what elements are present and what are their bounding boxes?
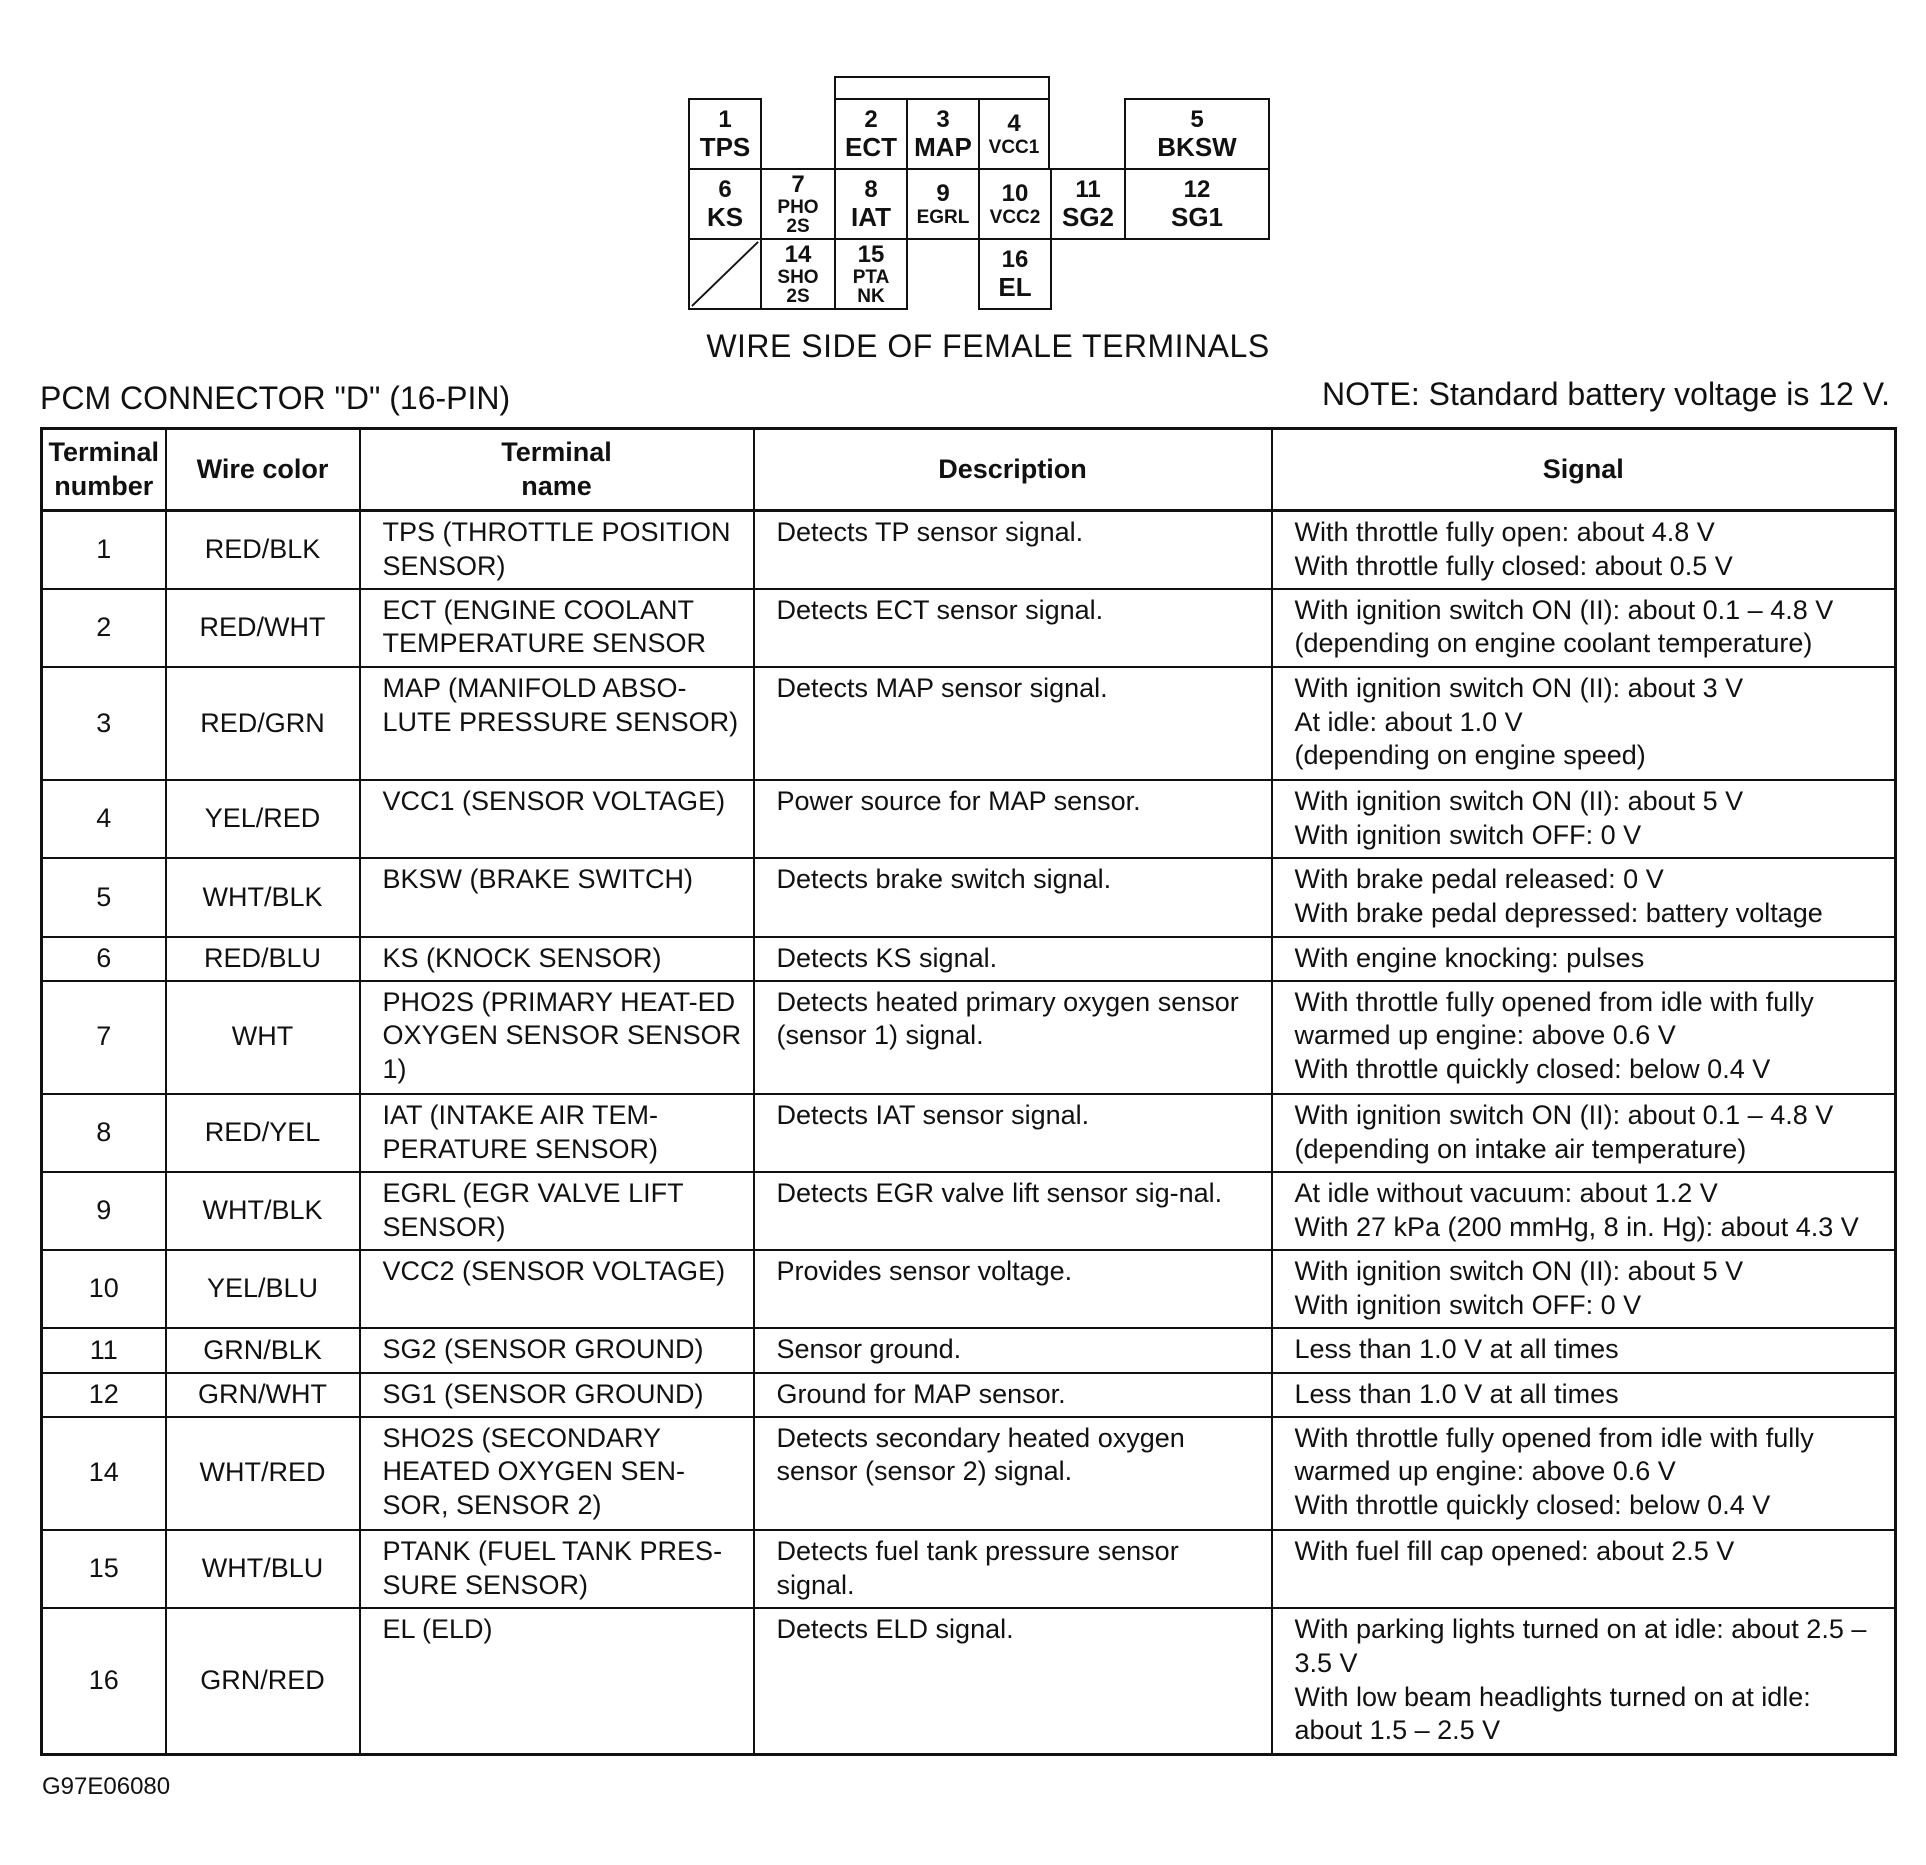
pin-label: VCC2 bbox=[989, 206, 1041, 228]
pin-13-blank bbox=[688, 238, 762, 310]
cell-wire-color: GRN/WHT bbox=[166, 1373, 360, 1417]
pin-6 bbox=[688, 168, 762, 240]
cell-wire-color: WHT/BLU bbox=[166, 1530, 360, 1608]
cell-terminal-name: KS (KNOCK SENSOR) bbox=[360, 937, 754, 981]
cell-terminal-name: PHO2S (PRIMARY HEAT-ED OXYGEN SENSOR SENSOR 1) bbox=[360, 981, 754, 1094]
table-row bbox=[42, 1417, 1896, 1530]
cell-description: Provides sensor voltage. bbox=[754, 1250, 1272, 1328]
cell-signal: Less than 1.0 V at all times bbox=[1272, 1373, 1896, 1417]
pin-label: SG1 bbox=[1170, 201, 1224, 232]
pin-3 bbox=[906, 98, 980, 170]
table-row bbox=[42, 667, 1896, 780]
cell-description: Detects fuel tank pressure sensor signal. bbox=[754, 1530, 1272, 1608]
pin-label: SHO 2S bbox=[777, 267, 819, 308]
cell-terminal-number: 10 bbox=[42, 1250, 166, 1328]
header-description: Description bbox=[754, 429, 1272, 511]
table-row bbox=[42, 1250, 1896, 1328]
pin-11 bbox=[1050, 168, 1126, 240]
table-body bbox=[42, 511, 1896, 1755]
cell-terminal-number: 6 bbox=[42, 937, 166, 981]
cell-terminal-name: IAT (INTAKE AIR TEM-PERATURE SENSOR) bbox=[360, 1094, 754, 1172]
pin-number: 3 bbox=[936, 105, 950, 133]
cell-terminal-name: ECT (ENGINE COOLANT TEMPERATURE SENSOR bbox=[360, 589, 754, 667]
terminal-table bbox=[40, 427, 1897, 1756]
cell-signal: With engine knocking: pulses bbox=[1272, 937, 1896, 981]
pin-number: 12 bbox=[1183, 175, 1211, 203]
cell-terminal-name: SG1 (SENSOR GROUND) bbox=[360, 1373, 754, 1417]
pin-label: PTA NK bbox=[852, 267, 890, 308]
cell-description: Detects ECT sensor signal. bbox=[754, 589, 1272, 667]
cell-description: Detects TP sensor signal. bbox=[754, 511, 1272, 589]
table-row bbox=[42, 981, 1896, 1094]
cell-terminal-number: 5 bbox=[42, 858, 166, 936]
cell-wire-color: GRN/BLK bbox=[166, 1328, 360, 1372]
blank-slash-mark bbox=[690, 240, 760, 308]
header-terminal-name: Terminal name bbox=[360, 429, 754, 511]
pin-number: 14 bbox=[784, 240, 812, 268]
pin-7 bbox=[760, 168, 836, 240]
cell-wire-color: RED/BLU bbox=[166, 937, 360, 981]
cell-terminal-name: VCC1 (SENSOR VOLTAGE) bbox=[360, 780, 754, 858]
cell-signal: With ignition switch ON (II): about 5 V With ignition switch OFF: 0 V bbox=[1272, 780, 1896, 858]
cell-terminal-number: 1 bbox=[42, 511, 166, 589]
cell-terminal-number: 8 bbox=[42, 1094, 166, 1172]
pin-number: 1 bbox=[718, 105, 732, 133]
cell-description: Detects heated primary oxygen sensor (sensor 1) signal. bbox=[754, 981, 1272, 1094]
connector-lock-tab bbox=[834, 76, 1050, 98]
pin-number: 2 bbox=[864, 105, 878, 133]
cell-signal: With ignition switch ON (II): about 3 V At idle: about 1.0 V (depending on engine speed) bbox=[1272, 667, 1896, 780]
pin-number: 4 bbox=[1007, 110, 1021, 138]
cell-terminal-name: MAP (MANIFOLD ABSO-LUTE PRESSURE SENSOR) bbox=[360, 667, 754, 780]
pin-16 bbox=[978, 238, 1052, 310]
cell-signal: At idle without vacuum: about 1.2 V With 27 kPa (200 mmHg, 8 in. Hg): about 4.3 V bbox=[1272, 1172, 1896, 1250]
cell-wire-color: WHT/RED bbox=[166, 1417, 360, 1530]
cell-terminal-number: 16 bbox=[42, 1608, 166, 1754]
table-row bbox=[42, 1608, 1896, 1754]
cell-description: Ground for MAP sensor. bbox=[754, 1373, 1272, 1417]
cell-signal: With ignition switch ON (II): about 0.1 – 4.8 V (depending on intake air temperature) bbox=[1272, 1094, 1896, 1172]
pin-12 bbox=[1124, 168, 1270, 240]
pin-label: SG2 bbox=[1061, 201, 1115, 232]
table-row bbox=[42, 511, 1896, 589]
cell-terminal-number: 14 bbox=[42, 1417, 166, 1530]
pin-number: 7 bbox=[791, 170, 805, 198]
cell-terminal-name: EL (ELD) bbox=[360, 1608, 754, 1754]
cell-description: Sensor ground. bbox=[754, 1328, 1272, 1372]
wire-side-caption: WIRE SIDE OF FEMALE TERMINALS bbox=[706, 328, 1270, 364]
cell-wire-color: YEL/BLU bbox=[166, 1250, 360, 1328]
cell-wire-color: WHT/BLK bbox=[166, 1172, 360, 1250]
cell-wire-color: RED/GRN bbox=[166, 667, 360, 780]
cell-description: Detects EGR valve lift sensor sig-nal. bbox=[754, 1172, 1272, 1250]
cell-terminal-name: SG2 (SENSOR GROUND) bbox=[360, 1328, 754, 1372]
pin-15 bbox=[834, 238, 908, 310]
cell-terminal-number: 9 bbox=[42, 1172, 166, 1250]
pin-10 bbox=[978, 168, 1052, 240]
cell-description: Detects MAP sensor signal. bbox=[754, 667, 1272, 780]
cell-signal: With parking lights turned on at idle: about 2.5 – 3.5 V With low beam headlights turned on at idle: about 1.5 – 2.5 V bbox=[1272, 1608, 1896, 1754]
cell-description: Detects brake switch signal. bbox=[754, 858, 1272, 936]
pin-number: 5 bbox=[1190, 105, 1204, 133]
cell-signal: With fuel fill cap opened: about 2.5 V bbox=[1272, 1530, 1896, 1608]
cell-signal: Less than 1.0 V at all times bbox=[1272, 1328, 1896, 1372]
table-header-row bbox=[42, 429, 1896, 511]
cell-wire-color: RED/WHT bbox=[166, 589, 360, 667]
cell-terminal-name: EGRL (EGR VALVE LIFT SENSOR) bbox=[360, 1172, 754, 1250]
cell-signal: With throttle fully opened from idle with fully warmed up engine: above 0.6 V With throttle quickly closed: below 0.4 V bbox=[1272, 981, 1896, 1094]
pin-number: 9 bbox=[936, 180, 950, 208]
cell-terminal-number: 4 bbox=[42, 780, 166, 858]
cell-description: Detects IAT sensor signal. bbox=[754, 1094, 1272, 1172]
cell-description: Detects KS signal. bbox=[754, 937, 1272, 981]
cell-wire-color: WHT bbox=[166, 981, 360, 1094]
pin-label: MAP bbox=[914, 131, 972, 162]
pin-4 bbox=[978, 98, 1050, 170]
pin-label: BKSW bbox=[1157, 131, 1237, 162]
cell-wire-color: WHT/BLK bbox=[166, 858, 360, 936]
pin-1 bbox=[688, 98, 762, 170]
cell-terminal-number: 12 bbox=[42, 1373, 166, 1417]
cell-description: Power source for MAP sensor. bbox=[754, 780, 1272, 858]
cell-terminal-number: 11 bbox=[42, 1328, 166, 1372]
pin-label: IAT bbox=[851, 201, 891, 232]
cell-wire-color: GRN/RED bbox=[166, 1608, 360, 1754]
cell-terminal-number: 2 bbox=[42, 589, 166, 667]
pin-5 bbox=[1124, 98, 1270, 170]
header-terminal-number: Terminal number bbox=[42, 429, 166, 511]
pin-label: KS bbox=[706, 201, 744, 232]
cell-signal: With ignition switch ON (II): about 5 V With ignition switch OFF: 0 V bbox=[1272, 1250, 1896, 1328]
cell-terminal-name: PTANK (FUEL TANK PRES-SURE SENSOR) bbox=[360, 1530, 754, 1608]
pin-label: ECT bbox=[845, 131, 897, 162]
cell-terminal-number: 3 bbox=[42, 667, 166, 780]
pin-label: EGRL bbox=[916, 206, 970, 228]
cell-terminal-name: TPS (THROTTLE POSITION SENSOR) bbox=[360, 511, 754, 589]
cell-terminal-name: VCC2 (SENSOR VOLTAGE) bbox=[360, 1250, 754, 1328]
pin-number: 11 bbox=[1075, 175, 1101, 203]
pin-label: EL bbox=[998, 271, 1032, 302]
pin-8 bbox=[834, 168, 908, 240]
connector-title: PCM CONNECTOR "D" (16-PIN) bbox=[40, 380, 511, 416]
cell-wire-color: YEL/RED bbox=[166, 780, 360, 858]
table-row bbox=[42, 937, 1896, 981]
cell-terminal-number: 7 bbox=[42, 981, 166, 1094]
cell-terminal-name: BKSW (BRAKE SWITCH) bbox=[360, 858, 754, 936]
cell-signal: With throttle fully open: about 4.8 V With throttle fully closed: about 0.5 V bbox=[1272, 511, 1896, 589]
header-wire-color: Wire color bbox=[166, 429, 360, 511]
table-row bbox=[42, 1328, 1896, 1372]
table-row bbox=[42, 1530, 1896, 1608]
table-row bbox=[42, 589, 1896, 667]
pin-number: 6 bbox=[718, 175, 732, 203]
pin-label: PHO 2S bbox=[777, 197, 819, 238]
table-row bbox=[42, 1373, 1896, 1417]
cell-wire-color: RED/YEL bbox=[166, 1094, 360, 1172]
pin-9 bbox=[906, 168, 980, 240]
pin-14 bbox=[760, 238, 836, 310]
cell-terminal-number: 15 bbox=[42, 1530, 166, 1608]
cell-description: Detects ELD signal. bbox=[754, 1608, 1272, 1754]
pin-number: 16 bbox=[1001, 245, 1029, 273]
table-row bbox=[42, 780, 1896, 858]
table-row bbox=[42, 1172, 1896, 1250]
pin-number: 15 bbox=[857, 240, 885, 268]
figure-code: G97E06080 bbox=[42, 1773, 171, 1800]
pin-label: TPS bbox=[699, 131, 751, 162]
cell-signal: With ignition switch ON (II): about 0.1 – 4.8 V (depending on engine coolant temperature) bbox=[1272, 589, 1896, 667]
pin-2 bbox=[834, 98, 908, 170]
cell-wire-color: RED/BLK bbox=[166, 511, 360, 589]
voltage-note: NOTE: Standard battery voltage is 12 V. bbox=[1321, 376, 1890, 412]
cell-signal: With throttle fully opened from idle with fully warmed up engine: above 0.6 V With throttle quickly closed: below 0.4 V bbox=[1272, 1417, 1896, 1530]
cell-signal: With brake pedal released: 0 V With brake pedal depressed: battery voltage bbox=[1272, 858, 1896, 936]
pin-number: 10 bbox=[1001, 180, 1029, 208]
connector-diagram bbox=[688, 76, 1270, 312]
cell-terminal-name: SHO2S (SECONDARY HEATED OXYGEN SEN-SOR, SENSOR 2) bbox=[360, 1417, 754, 1530]
table-row bbox=[42, 858, 1896, 936]
header-signal: Signal bbox=[1272, 429, 1896, 511]
cell-description: Detects secondary heated oxygen sensor (sensor 2) signal. bbox=[754, 1417, 1272, 1530]
pin-label: VCC1 bbox=[988, 136, 1040, 158]
table-row bbox=[42, 1094, 1896, 1172]
pin-number: 8 bbox=[864, 175, 878, 203]
